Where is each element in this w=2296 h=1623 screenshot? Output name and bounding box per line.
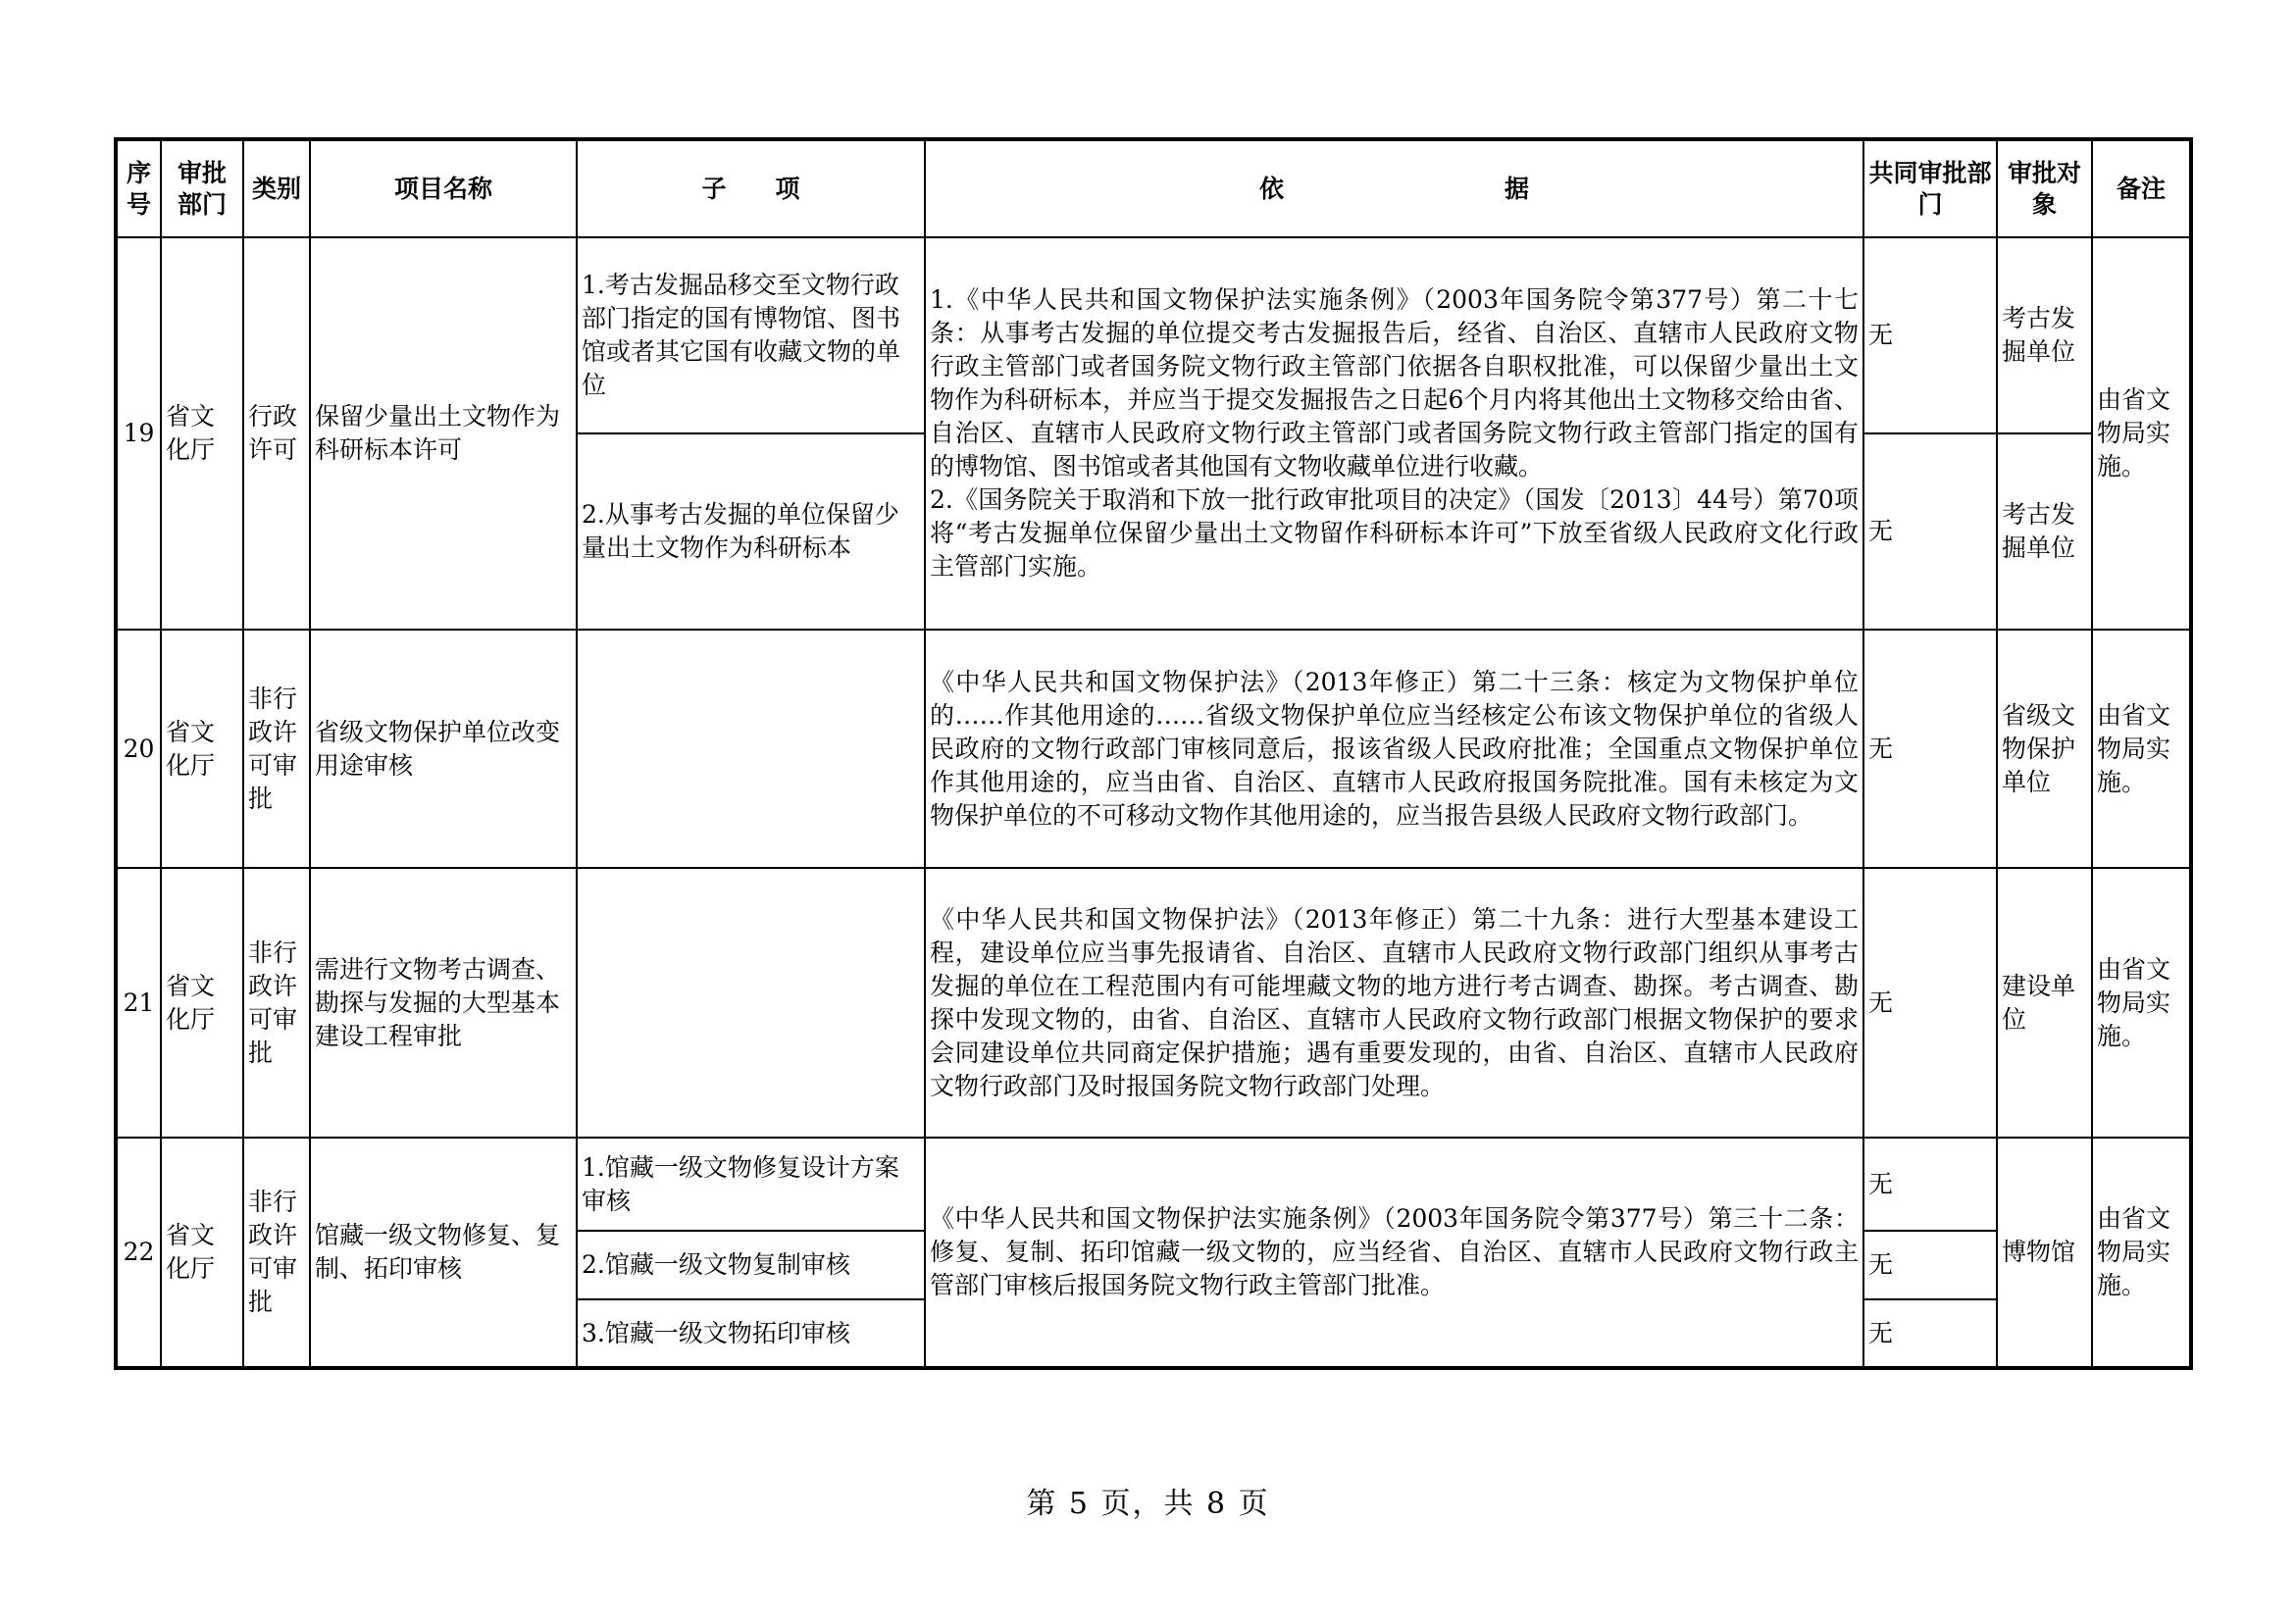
- row-sub-item: 1.馆藏一级文物修复设计方案审核: [577, 1138, 925, 1231]
- header-remark: 备注: [2092, 139, 2191, 237]
- row-sub-item: 1.考古发掘品移交至文物行政部门指定的国有博物馆、图书馆或者其它国有收藏文物的单位: [577, 237, 925, 433]
- row-dept: 省文化厅: [161, 868, 243, 1138]
- row-remark: 由省文物局实施。: [2092, 630, 2191, 868]
- row-category: 非行政许可审批: [243, 868, 310, 1138]
- page-number: 第 5 页，共 8 页: [1026, 1487, 1270, 1521]
- row-category: 非行政许可审批: [243, 630, 310, 868]
- row-item-name: 省级文物保护单位改变用途审核: [310, 630, 577, 868]
- row-target: 考古发掘单位: [1997, 433, 2092, 630]
- header-co-dept: 共同审批部门: [1863, 139, 1997, 237]
- row-target: 考古发掘单位: [1997, 237, 2092, 433]
- row-basis: 1.《中华人民共和国文物保护法实施条例》（2003年国务院令第377号）第二十七条：从事考古发掘的单位提交考古发掘报告后，经省、自治区、直辖市人民政府文物行政主管部门或者国务院文物行政主管部门依据各自职权批准，可以保留少量出土文物作为科研标本，并应当于提交发掘报告之日起6个月内将其他出土文物移交给由省、自治区、直辖市人民政府文物行政主管部门或者国务院文物行政主管部门指定的国有的博物馆、图书馆或者其他国有文物收藏单位进行收藏。 2.《国务院关于取消和下放一批行政审批项目的决定》（国发〔2013〕44号）第70项将“考古发掘单位保留少量出土文物留作科研标本许可”下放至省级人民政府文化行政主管部门实施。: [925, 237, 1863, 630]
- row-target: 建设单位: [1997, 868, 2092, 1138]
- row-basis: 《中华人民共和国文物保护法》（2013年修正）第二十三条：核定为文物保护单位的……作其他用途的……省级文物保护单位应当经核定公布该文物保护单位的省级人民政府的文物行政部门审核同意后，报该省级人民政府批准；全国重点文物保护单位作其他用途的，应当由省、自治区、直辖市人民政府报国务院批准。国有未核定为文物保护单位的不可移动文物作其他用途的，应当报告县级人民政府文物行政部门。: [925, 630, 1863, 868]
- approval-items-table: [114, 137, 2193, 1370]
- row-co-dept: 无: [1863, 1138, 1997, 1231]
- row-item-name: 保留少量出土文物作为科研标本许可: [310, 237, 577, 630]
- row-seq: 19: [116, 237, 161, 630]
- table-row: [116, 630, 2191, 868]
- row-seq: 22: [116, 1138, 161, 1368]
- row-sub-item: 2.从事考古发掘的单位保留少量出土文物作为科研标本: [577, 433, 925, 630]
- row-sub-item: [577, 868, 925, 1138]
- table-row: [116, 868, 2191, 1138]
- row-basis: 《中华人民共和国文物保护法实施条例》（2003年国务院令第377号）第三十二条：修复、复制、拓印馆藏一级文物的，应当经省、自治区、直辖市人民政府文物行政主管部门审核后报国务院文物行政主管部门批准。: [925, 1138, 1863, 1368]
- row-item-name: 馆藏一级文物修复、复制、拓印审核: [310, 1138, 577, 1368]
- row-co-dept: 无: [1863, 630, 1997, 868]
- header-category: 类别: [243, 139, 310, 237]
- row-sub-item: 2.馆藏一级文物复制审核: [577, 1231, 925, 1299]
- row-category: 非行政许可审批: [243, 1138, 310, 1368]
- header-target: 审批对象: [1997, 139, 2092, 237]
- row-remark: 由省文物局实施。: [2092, 1138, 2191, 1368]
- row-target: 博物馆: [1997, 1138, 2092, 1368]
- table-row: [116, 1138, 2191, 1231]
- header-item-name: 项目名称: [310, 139, 577, 237]
- row-co-dept: 无: [1863, 237, 1997, 433]
- row-co-dept: 无: [1863, 433, 1997, 630]
- row-dept: 省文化厅: [161, 630, 243, 868]
- row-sub-item: 3.馆藏一级文物拓印审核: [577, 1299, 925, 1368]
- table-row: [116, 237, 2191, 433]
- row-seq: 21: [116, 868, 161, 1138]
- row-dept: 省文化厅: [161, 237, 243, 630]
- row-seq: 20: [116, 630, 161, 868]
- row-target: 省级文物保护单位: [1997, 630, 2092, 868]
- header-seq: 序号: [116, 139, 161, 237]
- row-remark: 由省文物局实施。: [2092, 237, 2191, 630]
- row-basis: 《中华人民共和国文物保护法》（2013年修正）第二十九条：进行大型基本建设工程，建设单位应当事先报请省、自治区、直辖市人民政府文物行政部门组织从事考古发掘的单位在工程范围内有可能埋藏文物的地方进行考古调查、勘探。考古调查、勘探中发现文物的，由省、自治区、直辖市人民政府文物行政部门根据文物保护的要求会同建设单位共同商定保护措施；遇有重要发现的，由省、自治区、直辖市人民政府文物行政部门及时报国务院文物行政部门处理。: [925, 868, 1863, 1138]
- header-basis: 依 据: [925, 139, 1863, 237]
- row-co-dept: 无: [1863, 868, 1997, 1138]
- row-category: 行政许可: [243, 237, 310, 630]
- header-dept: 审批部门: [161, 139, 243, 237]
- row-co-dept: 无: [1863, 1299, 1997, 1368]
- row-item-name: 需进行文物考古调查、勘探与发掘的大型基本建设工程审批: [310, 868, 577, 1138]
- row-co-dept: 无: [1863, 1231, 1997, 1299]
- row-remark: 由省文物局实施。: [2092, 868, 2191, 1138]
- header-sub-item: 子 项: [577, 139, 925, 237]
- row-dept: 省文化厅: [161, 1138, 243, 1368]
- row-sub-item: [577, 630, 925, 868]
- table-header-row: [116, 139, 2191, 237]
